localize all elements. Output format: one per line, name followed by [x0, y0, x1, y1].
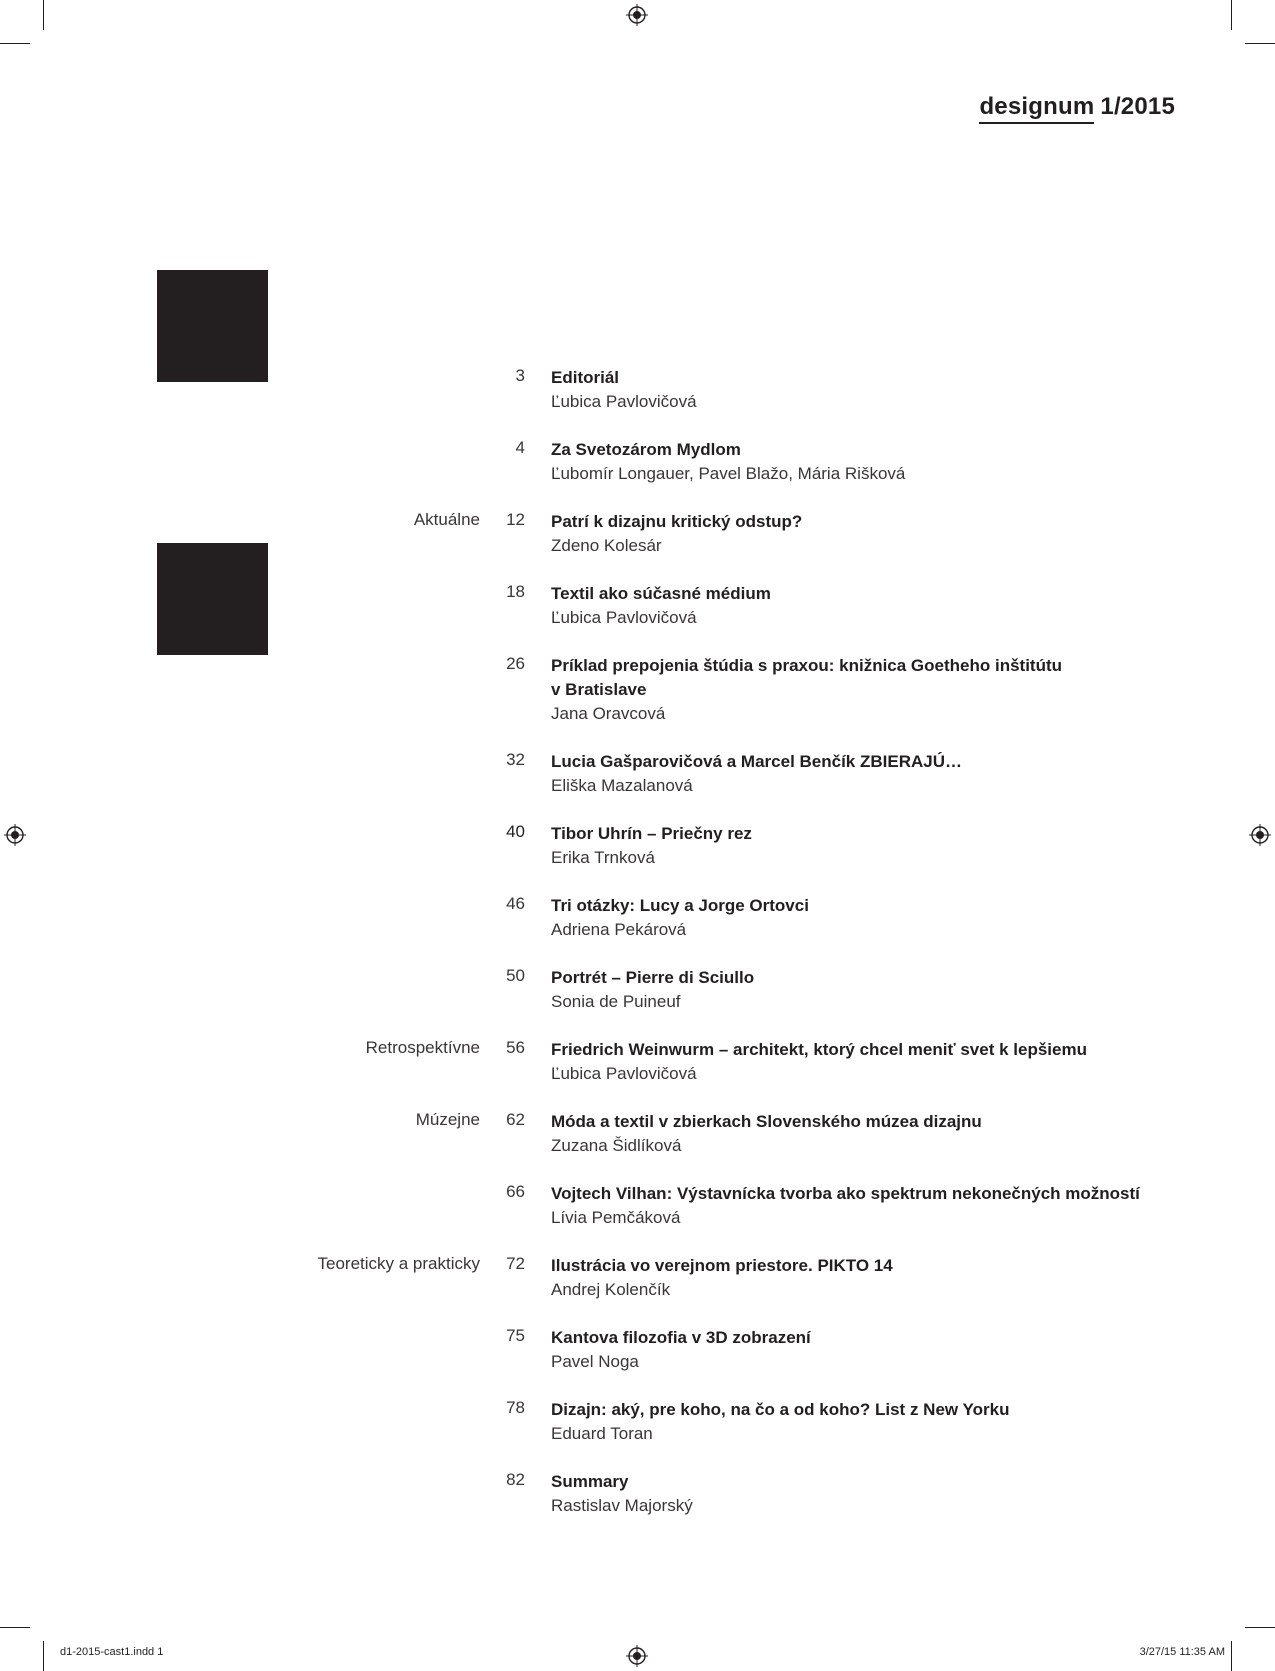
toc-page-number: 72: [506, 1254, 525, 1273]
toc-title: Ilustrácia vo verejnom priestore. PIKTO 14: [551, 1256, 893, 1275]
toc-author: Erika Trnková: [551, 848, 655, 867]
toc-page-number: 18: [506, 582, 525, 601]
toc-page-number: 78: [506, 1398, 525, 1417]
crop-mark: [1245, 43, 1275, 44]
crop-mark: [1245, 1627, 1275, 1628]
toc-entry: [0, 822, 1275, 882]
toc-title: Vojtech Vilhan: Výstavnícka tvorba ako spektrum nekonečných možností: [551, 1184, 1140, 1203]
toc-page-number: 4: [515, 438, 525, 457]
toc-author: Zuzana Šidlíková: [551, 1136, 682, 1155]
toc-author: Andrej Kolenčík: [551, 1280, 671, 1299]
crop-mark: [1231, 1641, 1232, 1671]
toc-page-number: 12: [506, 510, 525, 529]
toc-section: Aktuálne: [413, 510, 480, 529]
toc-entry: [0, 438, 1275, 498]
toc-section: Retrospektívne: [365, 1038, 480, 1057]
toc-title: Summary: [551, 1472, 629, 1491]
toc-entry: [0, 510, 1275, 570]
toc-author: Adriena Pekárová: [551, 920, 687, 939]
toc-page-number: 62: [506, 1110, 525, 1129]
toc-title: Patrí k dizajnu kritický odstup?: [551, 512, 803, 531]
toc-entry: [0, 654, 1275, 738]
toc-title: Portrét – Pierre di Sciullo: [551, 968, 755, 987]
toc-page-number: 32: [506, 750, 525, 769]
toc-title: Lucia Gašparovičová a Marcel Benčík ZBIERAJÚ…: [551, 752, 962, 771]
slug-filename: d1-2015-cast1.indd 1: [60, 1646, 164, 1658]
toc-title: Friedrich Weinwurm – architekt, ktorý chcel meniť svet k lepšiemu: [551, 1040, 1087, 1059]
crop-mark: [0, 1627, 30, 1628]
toc-author: Rastislav Majorský: [551, 1496, 693, 1515]
toc-entry: [0, 1182, 1275, 1242]
toc-title: Tri otázky: Lucy a Jorge Ortovci: [551, 896, 809, 915]
toc-author: Pavel Noga: [551, 1352, 639, 1371]
toc-title: Móda a textil v zbierkach Slovenského múzea dizajnu: [551, 1112, 982, 1131]
toc-title: Editoriál: [551, 368, 620, 387]
toc-title: Tibor Uhrín – Priečny rez: [551, 824, 752, 843]
magazine-name: designum: [979, 93, 1094, 124]
toc-page-number: 46: [506, 894, 525, 913]
toc-author: Ľubica Pavlovičová: [551, 608, 697, 627]
crop-mark: [43, 1641, 44, 1671]
toc-author: Ľubomír Longauer, Pavel Blažo, Mária Rišková: [551, 464, 906, 483]
toc-entry: [0, 750, 1275, 810]
toc-author: Sonia de Puineuf: [551, 992, 681, 1011]
toc-page-number: 50: [506, 966, 525, 985]
registration-mark-icon: [626, 4, 648, 26]
toc-author: Eliška Mazalanová: [551, 776, 693, 795]
toc-entry: [0, 366, 1275, 426]
toc-author: Ľubica Pavlovičová: [551, 392, 697, 411]
toc-entry: [0, 1470, 1275, 1530]
slug-datetime: 3/27/15 11:35 AM: [1139, 1646, 1225, 1658]
toc-entry: [0, 1110, 1275, 1170]
toc-page-number: 40: [506, 822, 525, 841]
toc-title-continued: v Bratislave: [551, 680, 647, 699]
toc-title: Textil ako súčasné médium: [551, 584, 771, 603]
toc-page-number: 82: [506, 1470, 525, 1489]
toc-author: Zdeno Kolesár: [551, 536, 662, 555]
registration-mark-icon: [626, 1645, 648, 1667]
toc-page-number: 66: [506, 1182, 525, 1201]
toc-title: Príklad prepojenia štúdia s praxou: knižnica Goetheho inštitútu: [551, 656, 1063, 675]
toc-page-number: 75: [506, 1326, 525, 1345]
toc-author: Ľubica Pavlovičová: [551, 1064, 697, 1083]
masthead: [979, 93, 1175, 121]
toc-entry: [0, 1326, 1275, 1386]
crop-mark: [43, 0, 44, 30]
toc-author: Jana Oravcová: [551, 704, 666, 723]
crop-mark: [0, 43, 30, 44]
toc-entry: [0, 1254, 1275, 1314]
toc-entry: [0, 1398, 1275, 1458]
toc-title: Dizajn: aký, pre koho, na čo a od koho? List z New Yorku: [551, 1400, 1010, 1419]
crop-mark: [1231, 0, 1232, 30]
toc-section: Teoreticky a prakticky: [317, 1254, 480, 1273]
toc-page-number: 3: [515, 366, 525, 385]
toc-entry: [0, 1038, 1275, 1098]
toc-page-number: 56: [506, 1038, 525, 1057]
toc-entry: [0, 966, 1275, 1026]
toc-title: Kantova filozofia v 3D zobrazení: [551, 1328, 811, 1347]
toc-title: Za Svetozárom Mydlom: [551, 440, 741, 459]
toc-entry: [0, 582, 1275, 642]
issue-number: 1/2015: [1100, 93, 1175, 120]
toc-entry: [0, 894, 1275, 954]
toc-page-number: 26: [506, 654, 525, 673]
toc-author: Eduard Toran: [551, 1424, 653, 1443]
toc-author: Lívia Pemčáková: [551, 1208, 681, 1227]
toc-section: Múzejne: [415, 1110, 480, 1129]
